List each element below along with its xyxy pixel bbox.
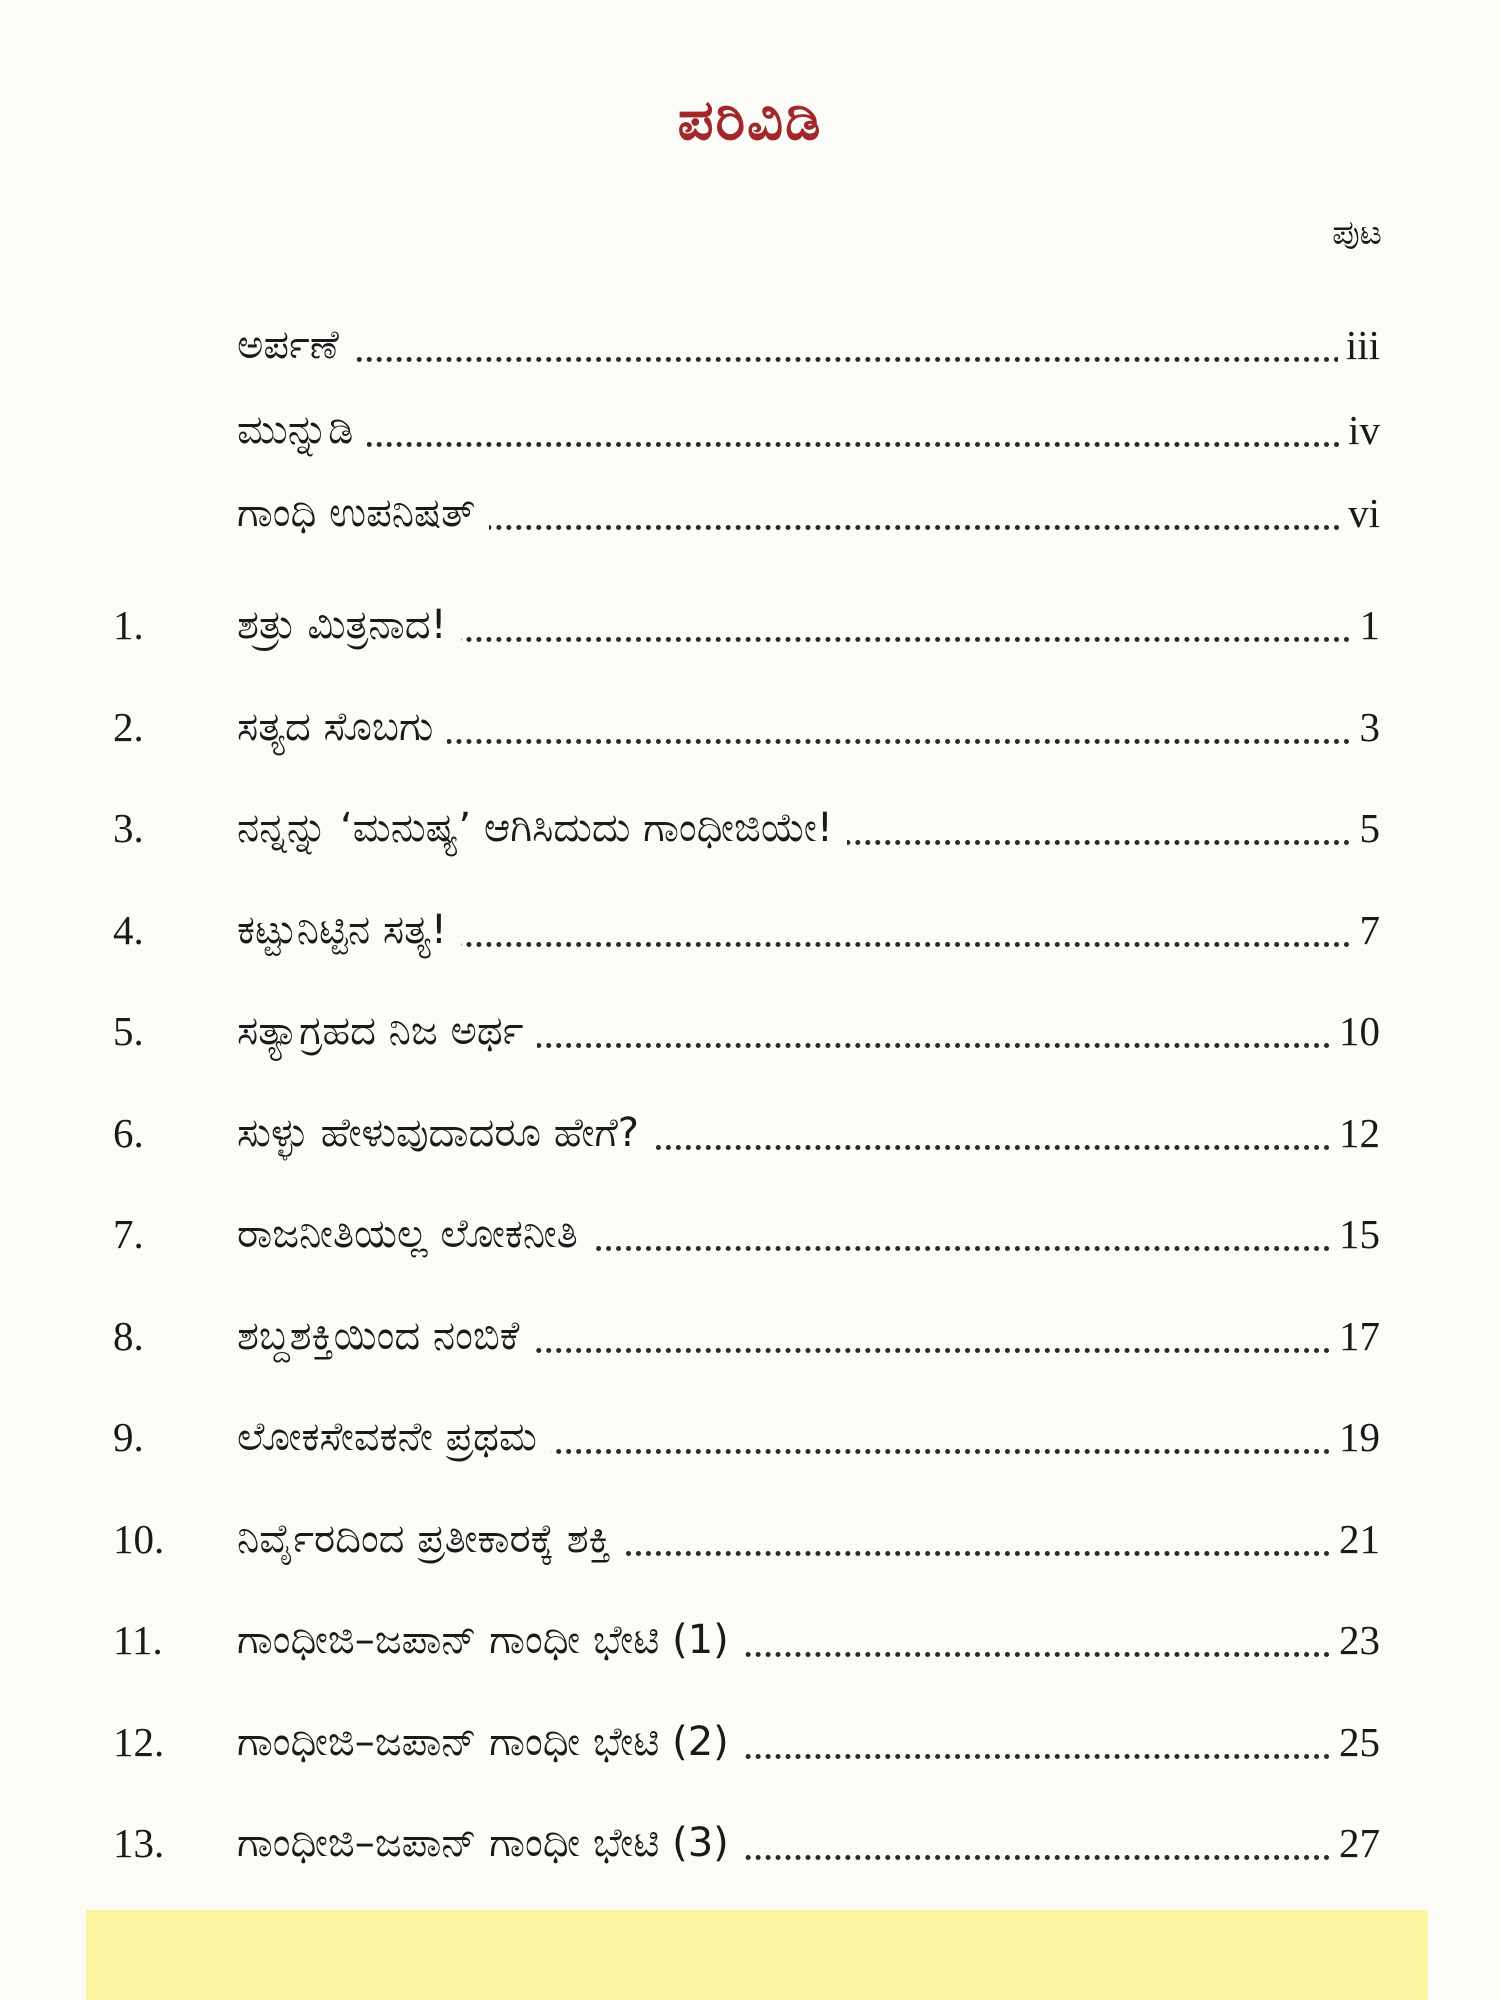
chapter-number: 10. bbox=[113, 1516, 165, 1562]
chapter-title: ಲೋಕಸೇವಕನೇ ಪ್ರಥಮ bbox=[237, 1414, 551, 1460]
chapter-number: 7. bbox=[113, 1211, 144, 1257]
chapter-title: ಸತ್ಯದ ಸೊಬಗು bbox=[237, 704, 447, 750]
chapter-title: ಸತ್ಯಾಗ್ರಹದ ನಿಜ ಅರ್ಥ bbox=[237, 1008, 537, 1054]
page-number: 27 bbox=[1331, 1819, 1380, 1867]
page-number: iii bbox=[1338, 321, 1380, 369]
chapter-number: 13. bbox=[113, 1820, 165, 1866]
chapter-title: ಶತ್ರು ಮಿತ್ರನಾದ! bbox=[237, 602, 461, 648]
front-matter-title: ಅರ್ಪಣೆ bbox=[237, 322, 353, 368]
chapter-title: ಗಾಂಧೀಜಿ–ಜಪಾನ್ ಗಾಂಧೀ ಭೇಟಿ (3) bbox=[237, 1820, 743, 1866]
chapter-number: 8. bbox=[113, 1313, 144, 1359]
chapter-item bbox=[0, 1397, 1500, 1477]
front-matter-item bbox=[0, 390, 1500, 470]
page-number: 15 bbox=[1331, 1210, 1380, 1258]
chapter-title: ಶಬ್ದಶಕ್ತಿಯಿಂದ ನಂಬಿಕೆ bbox=[237, 1313, 533, 1359]
chapter-title: ಗಾಂಧೀಜಿ–ಜಪಾನ್ ಗಾಂಧೀ ಭೇಟಿ (2) bbox=[237, 1719, 743, 1765]
page-number: 23 bbox=[1331, 1616, 1380, 1664]
page-column-label: ಪುಟ bbox=[1332, 213, 1382, 253]
chapter-title: ಸುಳ್ಳು ಹೇಳುವುದಾದರೂ ಹೇಗೆ? bbox=[237, 1110, 653, 1156]
front-matter-item bbox=[0, 473, 1500, 553]
chapter-title: ನಿರ್ವೈರದಿಂದ ಪ್ರತೀಕಾರಕ್ಕೆ ಶಕ್ತಿ bbox=[237, 1516, 625, 1562]
page-number: 3 bbox=[1352, 703, 1381, 751]
chapter-number: 6. bbox=[113, 1110, 144, 1156]
page-number: 10 bbox=[1331, 1007, 1380, 1055]
chapter-item bbox=[0, 788, 1500, 868]
chapter-number: 3. bbox=[113, 805, 144, 851]
chapter-item bbox=[0, 1600, 1500, 1680]
chapter-item bbox=[0, 1702, 1500, 1782]
chapter-number: 5. bbox=[113, 1008, 144, 1054]
dot-leader bbox=[277, 440, 1360, 447]
chapter-item bbox=[0, 1803, 1500, 1883]
page-number: 21 bbox=[1331, 1515, 1380, 1563]
chapter-number: 4. bbox=[113, 907, 144, 953]
page-number: vi bbox=[1340, 489, 1380, 537]
front-matter-item bbox=[0, 305, 1500, 385]
chapter-title: ಗಾಂಧೀಜಿ–ಜಪಾನ್ ಗಾಂಧೀ ಭೇಟಿ (1) bbox=[237, 1617, 743, 1663]
page-number: 19 bbox=[1331, 1413, 1380, 1461]
chapter-item bbox=[0, 890, 1500, 970]
page-number: 7 bbox=[1352, 906, 1381, 954]
chapter-item bbox=[0, 687, 1500, 767]
chapter-item bbox=[0, 991, 1500, 1071]
page-number: 17 bbox=[1331, 1312, 1380, 1360]
page-number: 1 bbox=[1352, 601, 1381, 649]
page-number: 5 bbox=[1352, 804, 1381, 852]
chapter-number: 11. bbox=[113, 1617, 163, 1663]
page-number: 12 bbox=[1331, 1109, 1380, 1157]
chapter-item bbox=[0, 1194, 1500, 1274]
chapter-number: 9. bbox=[113, 1414, 144, 1460]
chapter-number: 12. bbox=[113, 1719, 165, 1765]
chapter-title: ಕಟ್ಟುನಿಟ್ಟಿನ ಸತ್ಯ! bbox=[237, 907, 461, 953]
chapter-title: ನನ್ನನ್ನು ‘ಮನುಷ್ಯ’ ಆಗಿಸಿದುದು ಗಾಂಧೀಜಿಯೇ! bbox=[237, 805, 847, 851]
page-title: ಪರಿವಿಡಿ bbox=[677, 88, 823, 153]
chapter-item bbox=[0, 1093, 1500, 1173]
chapter-item bbox=[0, 1296, 1500, 1376]
page-number: 25 bbox=[1331, 1718, 1380, 1766]
dot-leader bbox=[277, 355, 1360, 362]
front-matter-title: ಮುನ್ನುಡಿ bbox=[237, 407, 367, 453]
page-number: iv bbox=[1340, 406, 1380, 454]
footer-highlight-band bbox=[86, 1910, 1428, 2000]
chapter-item bbox=[0, 1499, 1500, 1579]
chapter-title: ರಾಜನೀತಿಯಲ್ಲ ಲೋಕನೀತಿ bbox=[237, 1211, 592, 1257]
chapter-item bbox=[0, 585, 1500, 665]
front-matter-title: ಗಾಂಧಿ ಉಪನಿಷತ್ bbox=[237, 490, 489, 536]
chapter-number: 2. bbox=[113, 704, 144, 750]
chapter-number: 1. bbox=[113, 602, 144, 648]
